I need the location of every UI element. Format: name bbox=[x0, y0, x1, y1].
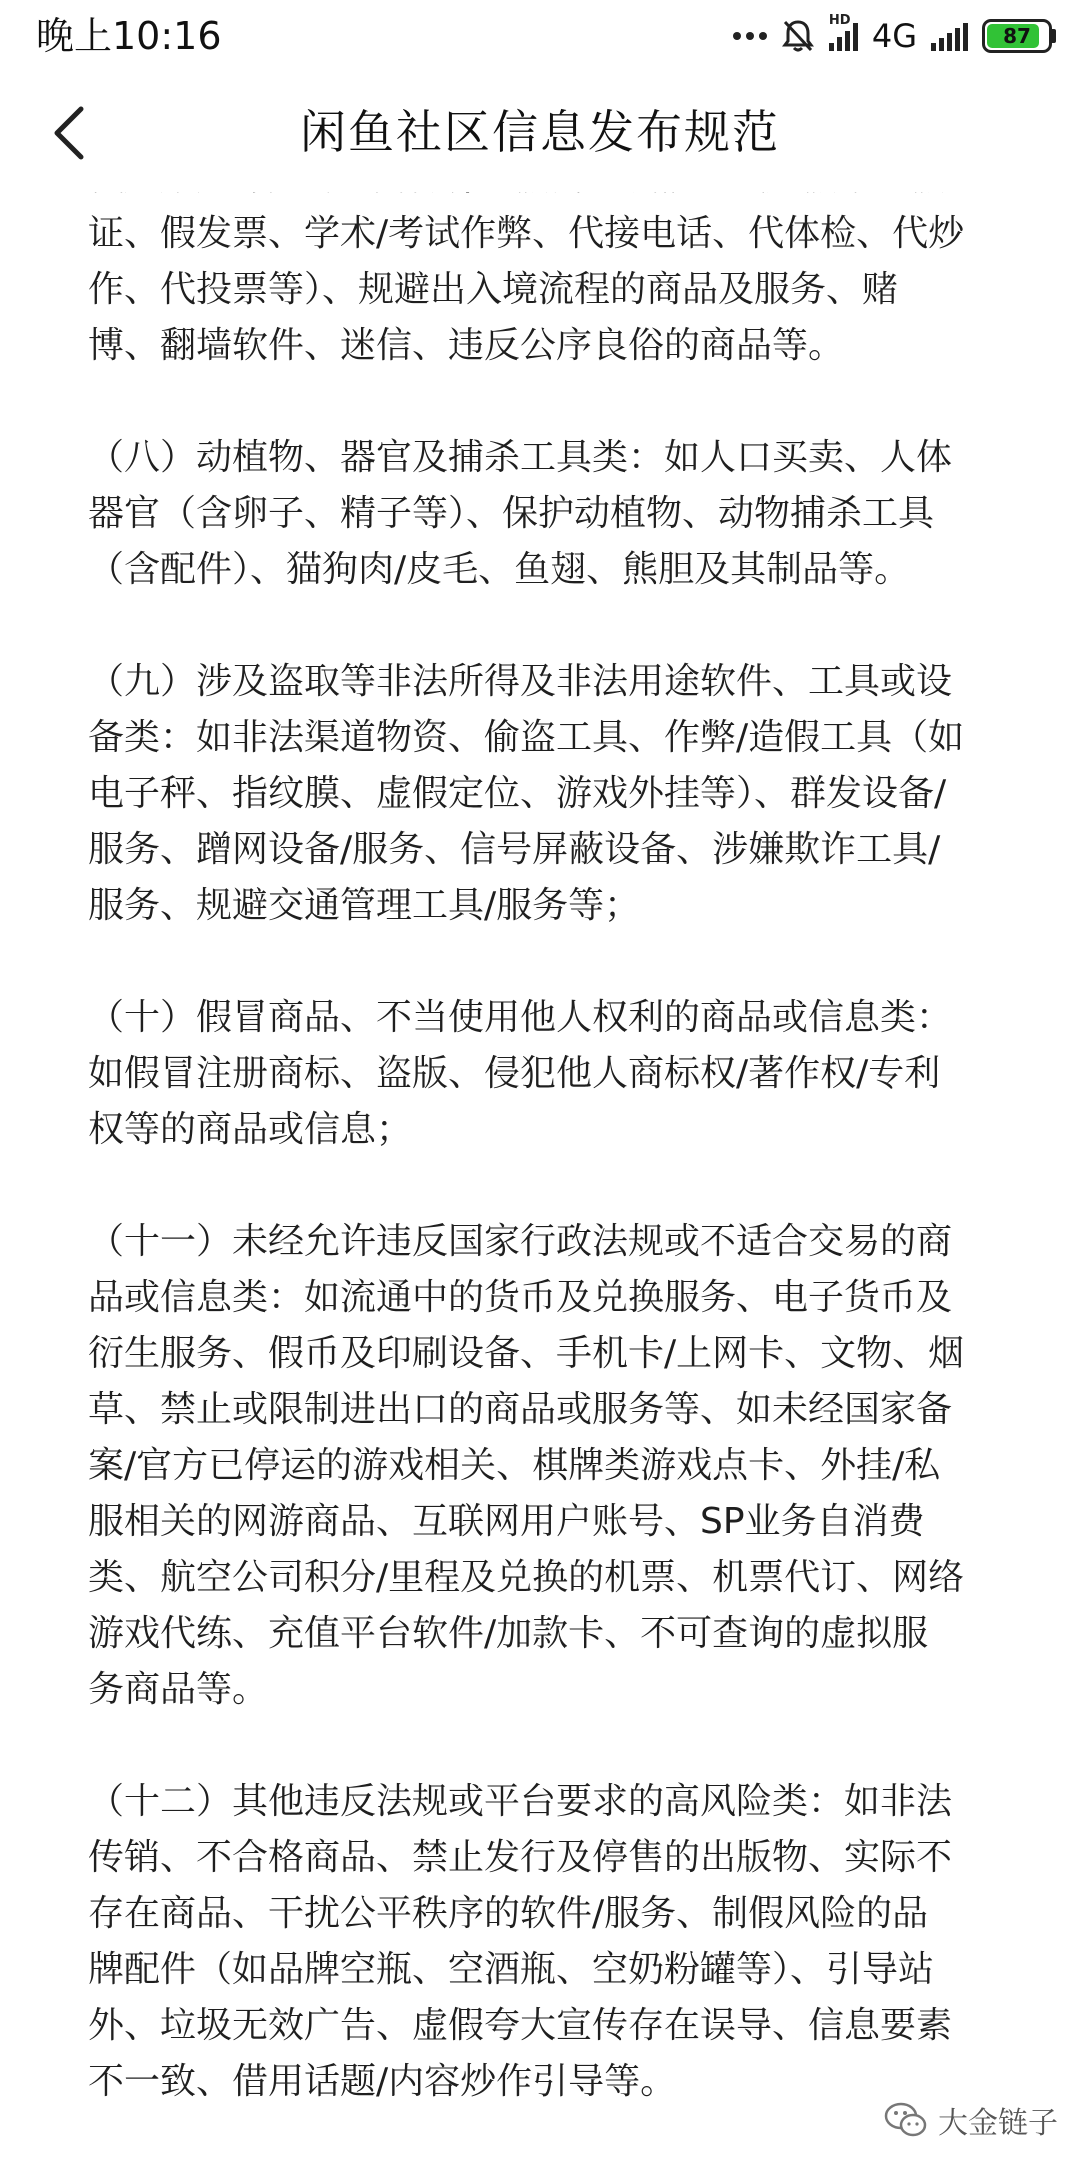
title-bar bbox=[0, 72, 1080, 192]
status-time: 晚上10:16 bbox=[36, 14, 222, 58]
battery-icon bbox=[982, 19, 1056, 53]
status-bar bbox=[0, 0, 1080, 72]
article-content[interactable] bbox=[0, 150, 1080, 2160]
paragraph: （九）涉及盗取等非法所得及非法用途软件、工具或设 备类：如非法渠道物资、偷盗工具、作弊/造假工具（如 电子秤、指纹膜、虚假定位、游戏外挂等）、群发设备/ 服务、蹭网设备/服务、信号屏蔽设备、涉嫌欺诈工具/ 服务、规避交通管理工具/服务等； bbox=[88, 661, 965, 926]
paragraph: （八）动植物、器官及捕杀工具类：如人口买卖、人体 器官（含卵子、精子等）、保护动植物、动物捕杀工具 （含配件）、猫狗肉/皮毛、鱼翅、熊胆及其制品等。 bbox=[88, 437, 953, 590]
mute-bell-icon bbox=[781, 18, 815, 54]
watermark bbox=[884, 2098, 1058, 2142]
hd-label: HD bbox=[828, 13, 851, 28]
paragraph: （十二）其他违反法规或平台要求的高风险类：如非法 传销、不合格商品、禁止发行及停售的出版物、实际不 存在商品、干扰公平秩序的软件/服务、制假风险的品 牌配件（如品牌空瓶、空酒瓶、空奶粉罐等）、引导站 外、垃圾无效广告、虚假夸大宣传存在误导、信息要素 不一致、借用话题/内容炒作引导等。 bbox=[88, 1781, 953, 2102]
status-icons bbox=[733, 12, 1056, 60]
wechat-icon bbox=[884, 2101, 928, 2139]
hd-signal-icon bbox=[828, 13, 858, 51]
more-dots-icon bbox=[733, 32, 767, 40]
paragraph: （十一）未经允许违反国家行政法规或不适合交易的商 品或信息类：如流通中的货币及兑换服务、电子货币及 衍生服务、假币及印刷设备、手机卡/上网卡、文物、烟 草、禁止或限制进出口的商品或服务等、如未经国家备 案/官方已停运的游戏相关、棋牌类游戏点卡、外挂/私 服相关的网游商品、互联网用户账号、SP业务自消费 类、航空公司积分/里程及兑换的机票、机票代订、网络 游戏代练、充值平台软件/加款卡、不可查询的虚拟服 务商品等。 bbox=[88, 1221, 965, 1710]
page-title: 闲鱼社区信息发布规范 bbox=[300, 105, 780, 159]
watermark-text: 大金链子 bbox=[938, 2106, 1058, 2141]
paragraph: 证、假发票、学术/考试作弊、代接电话、代体检、代炒 作、代投票等）、规避出入境流程的商品及服务、赌 博、翻墙软件、迷信、违反公序良俗的商品等。 bbox=[88, 213, 965, 366]
paragraph: （十）假冒商品、不当使用他人权利的商品或信息类： 如假冒注册商标、盗版、侵犯他人商标权/著作权/专利 权等的商品或信息； bbox=[88, 997, 953, 1150]
network-type: 4G bbox=[871, 17, 917, 55]
cell-signal-icon bbox=[931, 21, 968, 51]
battery-level: 87 bbox=[1003, 24, 1031, 48]
article-body bbox=[88, 150, 993, 2160]
